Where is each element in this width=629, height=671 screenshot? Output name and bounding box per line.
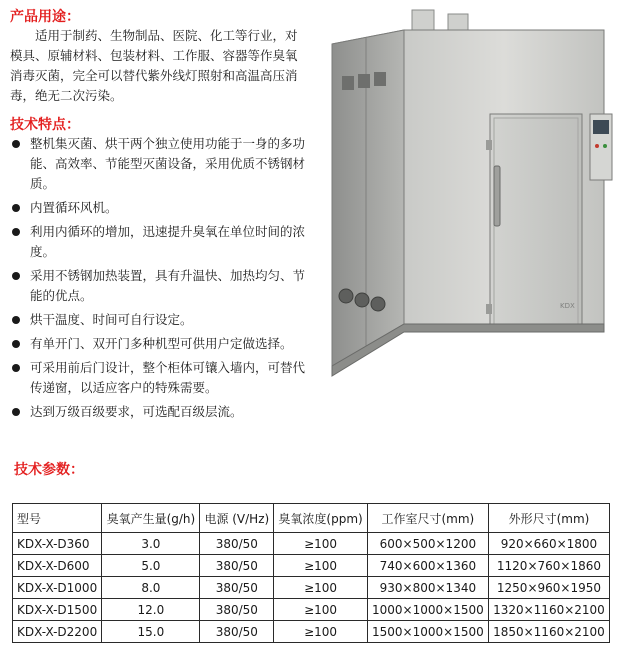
specifications-table (12, 503, 610, 643)
feature-item: 内置循环风机。 (10, 198, 310, 218)
brand-badge: KDX (560, 302, 575, 310)
header-model: 型号 (13, 504, 102, 533)
fan-icon (355, 293, 369, 307)
header-ozone-output: 臭氧产生量(g/h) (102, 504, 200, 533)
features-title: 技术特点： (10, 117, 80, 133)
control-screen (593, 120, 609, 134)
table-header-row (13, 504, 610, 533)
table-row: KDX-X-D360 3.0 380/50 ≥100 600×500×1200 920×660×1800 (13, 533, 610, 555)
table-row: KDX-X-D1500 12.0 380/50 ≥100 1000×1000×1500 1320×1160×2100 (13, 599, 610, 621)
header-power: 电源 (V/Hz) (200, 504, 274, 533)
usage-title: 产品用途： (10, 9, 80, 25)
bullet-icon (12, 228, 20, 236)
fan-icon (339, 289, 353, 303)
table-row: KDX-X-D600 5.0 380/50 ≥100 740×600×1360 1120×760×1860 (13, 555, 610, 577)
door-handle (494, 166, 500, 226)
vent-icon (358, 74, 370, 88)
bullet-icon (12, 204, 20, 212)
fan-icon (371, 297, 385, 311)
feature-item: 烘干温度、时间可自行设定。 (10, 310, 310, 330)
feature-item: 利用内循环的增加，迅速提升臭氧在单位时间的浓度。 (10, 222, 310, 262)
features-list (10, 134, 310, 426)
cabinet-door (490, 114, 582, 330)
feature-item: 达到万级百级要求，可选配百级层流。 (10, 402, 310, 422)
usage-text: 适用于制药、生物制品、医院、化工等行业，对模具、原辅材料、包装材料、工作服、容器等作臭氧消毒灭菌，完全可以替代紫外线灯照射和高温高压消毒，绝无二次污染。 (10, 28, 298, 103)
header-chamber-size: 工作室尺寸(mm) (367, 504, 488, 533)
vent-icon (342, 76, 354, 90)
table-row: KDX-X-D2200 15.0 380/50 ≥100 1500×1000×1500 1850×1160×2100 (13, 621, 610, 643)
feature-item: 整机集灭菌、烘干两个独立使用功能于一身的多功能、高效率、节能型灭菌设备，采用优质不锈钢材质。 (10, 134, 310, 194)
header-ozone-concentration: 臭氧浓度(ppm) (274, 504, 368, 533)
feature-item: 采用不锈钢加热装置，具有升温快、加热均匀、节能的优点。 (10, 266, 310, 306)
bullet-icon (12, 408, 20, 416)
feature-item: 可采用前后门设计，整个柜体可镶入墙内，可替代传递窗，以适应客户的特殊需要。 (10, 358, 310, 398)
feature-item: 有单开门、双开门多种机型可供用户定做选择。 (10, 334, 310, 354)
sterilizer-cabinet-image (314, 6, 620, 386)
bullet-icon (12, 340, 20, 348)
bullet-icon (12, 272, 20, 280)
params-title: 技术参数： (14, 462, 84, 478)
vent-icon (374, 72, 386, 86)
table-row: KDX-X-D1000 8.0 380/50 ≥100 930×800×1340 1250×960×1950 (13, 577, 610, 599)
bullet-icon (12, 364, 20, 372)
bullet-icon (12, 316, 20, 324)
bullet-icon (12, 140, 20, 148)
header-overall-size: 外形尺寸(mm) (488, 504, 609, 533)
